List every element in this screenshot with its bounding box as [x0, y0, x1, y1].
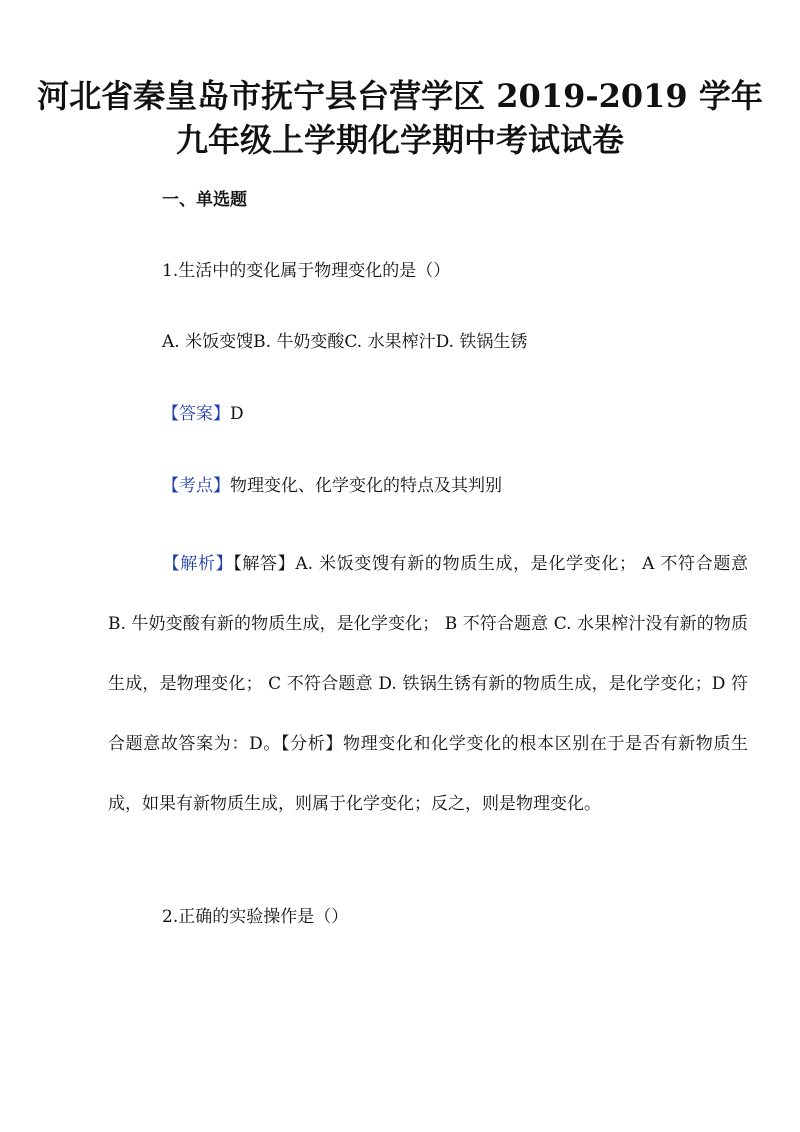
- question-1-jiexi: [108, 534, 748, 834]
- question-1-stem: 1.生活中的变化属于物理变化的是（）: [162, 261, 451, 281]
- document-title-line1: 河北省秦皇岛市抚宁县台营学区 2019-2019 学年: [37, 77, 763, 115]
- answer-value: D: [230, 404, 244, 424]
- jiexi-tag: 【解析】: [162, 554, 234, 574]
- answer-tag: 【答案】: [162, 404, 230, 424]
- question-1-options: A. 米饭变馊B. 牛奶变酸C. 水果榨汁D. 铁锅生锈: [162, 332, 528, 352]
- question-2-stem: 2.正确的实验操作是（）: [162, 907, 349, 927]
- section-heading: 一、单选题: [162, 190, 247, 210]
- jiexi-text: 【解答】A. 米饭变馊有新的物质生成，是化学变化； A 不符合题意 B. 牛奶变酸有新的物质生成，是化学变化； B 不符合题意 C. 水果榨汁没有新的物质生成，是物理变化； C 不符合题意 D. 铁锅生锈有新的物质生成，是化学变化；D 符合题意故答案为：D。【分析】物理变化和化学变化的根本区别在于是否有新物质生成，如果有新物质生成，则属于化学变化；反之，则是物理变化。: [108, 554, 748, 814]
- document-title-line2: 九年级上学期化学期中考试试卷: [175, 121, 624, 159]
- kaodian-text: 物理变化、化学变化的特点及其判别: [230, 476, 502, 496]
- question-1-kaodian: [162, 474, 502, 498]
- kaodian-tag: 【考点】: [162, 476, 230, 496]
- question-1-answer: [162, 402, 244, 426]
